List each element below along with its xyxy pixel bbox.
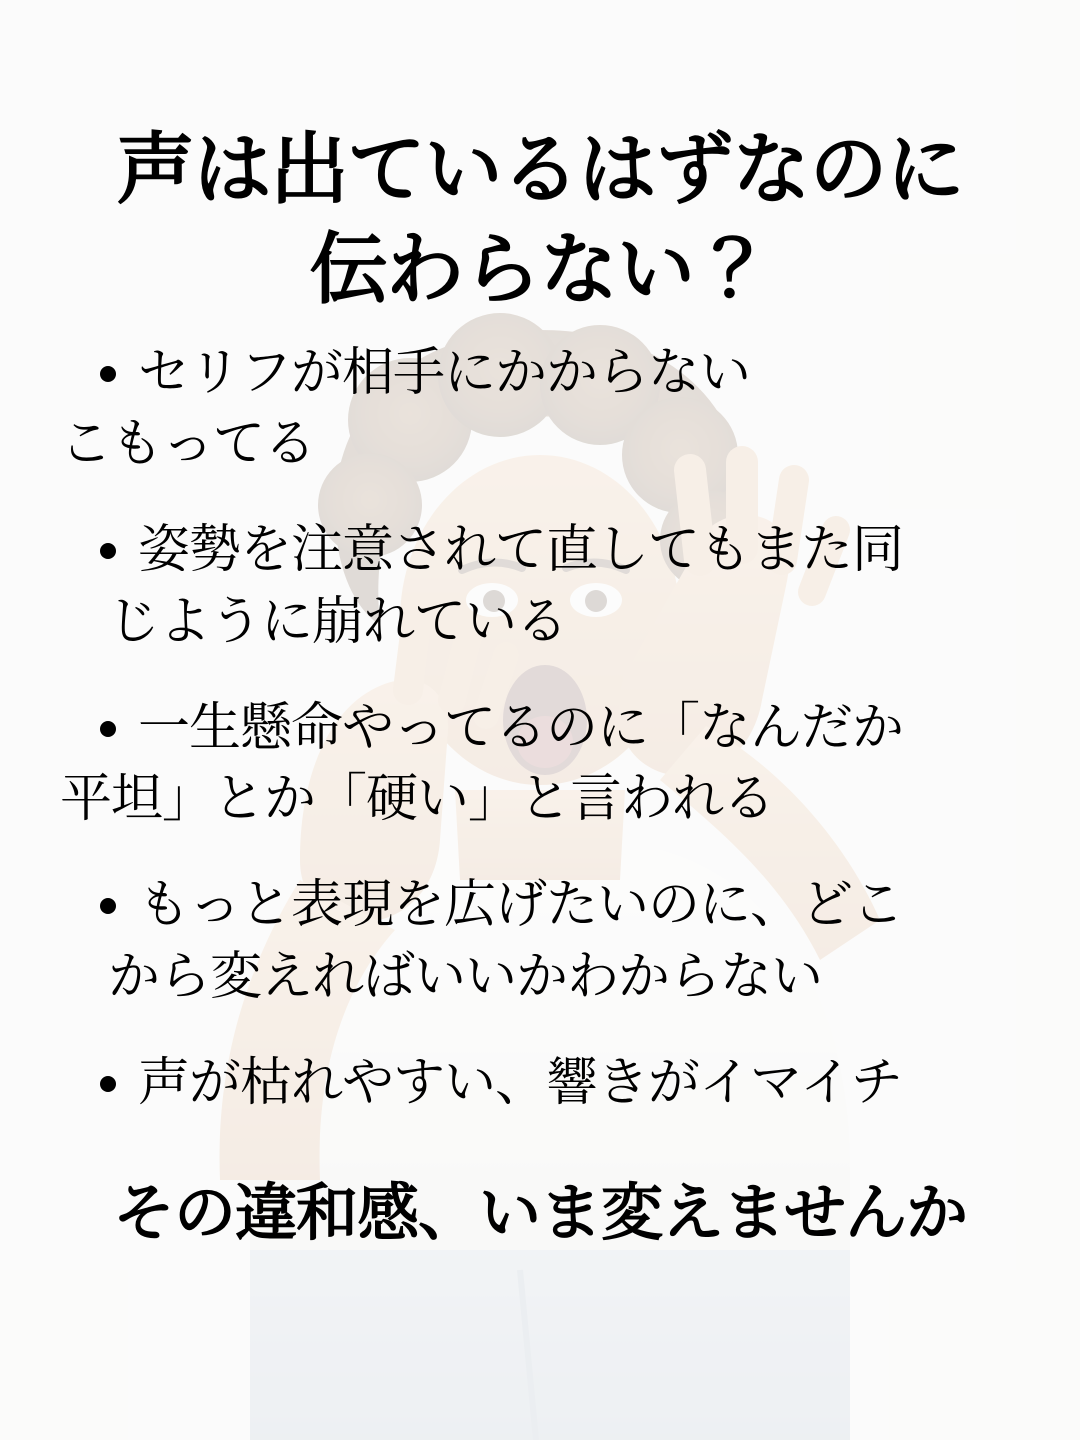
list-item-text: 姿勢を注意されて直してもまた同 (138, 521, 904, 580)
list-item-text: 声が枯れやすい、響きがイマイチ (138, 1053, 902, 1112)
list-item (60, 693, 1020, 837)
headline-line-1: 声は出ているはずなのに (116, 125, 964, 213)
list-item-text: セリフが相手にかからない (138, 343, 751, 402)
list-item-text-continued: 平坦」とか「硬い」と言われる (60, 770, 775, 829)
list-item-text-continued: じように崩れている (108, 592, 568, 651)
page-title (60, 120, 1020, 320)
pain-point-list (60, 338, 1020, 1120)
list-item-text: もっと表現を広げたいのに、どこ (138, 876, 904, 935)
list-item-text-continued: から変えればいいかわからない (108, 947, 823, 1006)
closing-message: その違和感、いま変えませんか (112, 1179, 967, 1249)
list-item (60, 515, 1020, 659)
list-item-text-continued: こもってる (60, 415, 316, 474)
list-item (60, 1048, 1020, 1120)
list-item (60, 338, 1020, 482)
list-item (60, 870, 1020, 1014)
list-item-text: 一生懸命やってるのに「なんだか (138, 698, 904, 757)
headline-line-2: 伝わらない？ (308, 224, 771, 313)
